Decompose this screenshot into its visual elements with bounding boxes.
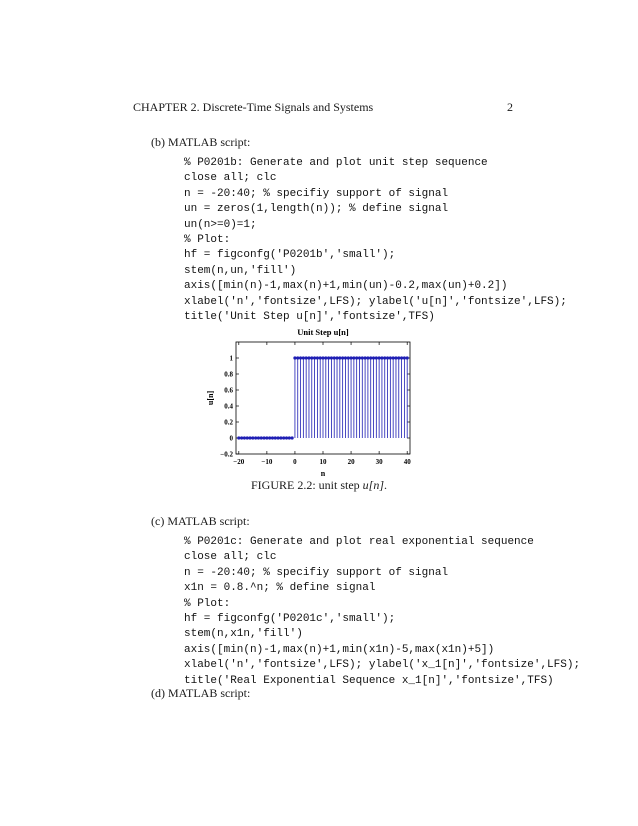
stem-marker — [355, 356, 358, 359]
stem-marker — [403, 356, 406, 359]
stem-marker — [347, 356, 350, 359]
stem-marker — [291, 436, 294, 439]
y-tick-label: −0.2 — [220, 450, 233, 459]
stem-marker — [274, 436, 277, 439]
stem-marker — [375, 356, 378, 359]
code-line: xlabel('n','fontsize',LFS); ylabel('x_1[n]','fontsize',LFS); — [184, 659, 581, 672]
x-tick-label: 40 — [403, 458, 411, 466]
stem-marker — [341, 356, 344, 359]
code-line: stem(n,x1n,'fill') — [184, 628, 303, 641]
stem-marker — [333, 356, 336, 359]
code-line: % Plot: — [184, 597, 231, 610]
code-line: un(n>=0)=1; — [184, 218, 257, 231]
stem-marker — [349, 356, 352, 359]
stem-marker — [372, 356, 375, 359]
section-c-label: (c) MATLAB script: — [151, 514, 250, 528]
unit-step-chart — [195, 322, 425, 478]
stem-marker — [288, 436, 291, 439]
stem-marker — [386, 356, 389, 359]
stem-marker — [296, 356, 299, 359]
x-axis-label: n — [320, 469, 326, 478]
code-line: title('Unit Step u[n]','fontsize',TFS) — [184, 310, 435, 323]
figure-caption — [0, 478, 638, 493]
stem-marker — [307, 356, 310, 359]
stem-marker — [335, 356, 338, 359]
stem-marker — [285, 436, 288, 439]
stem-marker — [358, 356, 361, 359]
stem-marker — [299, 356, 302, 359]
code-line: title('Real Exponential Sequence x_1[n]','fontsize',TFS) — [184, 674, 554, 687]
code-line: xlabel('n','fontsize',LFS); ylabel('u[n]','fontsize',LFS); — [184, 295, 567, 308]
code-line: stem(n,un,'fill') — [184, 264, 297, 277]
stem-marker — [378, 356, 381, 359]
code-line: x1n = 0.8.^n; % define signal — [184, 582, 376, 595]
stem-marker — [257, 436, 260, 439]
code-line: hf = figconfg('P0201c','small'); — [184, 612, 396, 625]
code-line: hf = figconfg('P0201b','small'); — [184, 249, 396, 262]
stem-marker — [383, 356, 386, 359]
code-line: % Plot: — [184, 233, 231, 246]
stem-marker — [319, 356, 322, 359]
y-tick-label: 1 — [229, 354, 233, 363]
stem-marker — [251, 436, 254, 439]
stem-marker — [394, 356, 397, 359]
stem-marker — [243, 436, 246, 439]
stem-marker — [338, 356, 341, 359]
code-line: n = -20:40; % specifiy support of signal — [184, 566, 449, 579]
stem-marker — [293, 356, 296, 359]
y-axis-label: u[n] — [206, 390, 215, 406]
stem-marker — [321, 356, 324, 359]
stem-marker — [324, 356, 327, 359]
stem-marker — [397, 356, 400, 359]
stem-marker — [389, 356, 392, 359]
stem-marker — [265, 436, 268, 439]
stem-marker — [260, 436, 263, 439]
caption-text: FIGURE 2.2: unit step — [250, 478, 363, 492]
x-tick-label: 20 — [347, 458, 355, 466]
code-line: un = zeros(1,length(n)); % define signal — [184, 203, 449, 216]
y-tick-label: 0.8 — [224, 370, 233, 379]
stem-marker — [366, 356, 369, 359]
stem-marker — [305, 356, 308, 359]
stem-marker — [271, 436, 274, 439]
x-tick-label: 30 — [375, 458, 383, 466]
stem-marker — [268, 436, 271, 439]
x-tick-label: −10 — [261, 458, 273, 466]
y-tick-label: 0.4 — [224, 402, 233, 411]
stem-marker — [327, 356, 330, 359]
stem-marker — [380, 356, 383, 359]
stem-marker — [310, 356, 313, 359]
code-line: axis([min(n)-1,max(n)+1,min(x1n)-5,max(x1n)+5]) — [184, 643, 495, 656]
page-number: 2 — [507, 100, 513, 114]
stem-marker — [400, 356, 403, 359]
stem-marker — [369, 356, 372, 359]
code-line: n = -20:40; % specifiy support of signal — [184, 187, 449, 200]
stem-marker — [302, 356, 305, 359]
stem-marker — [316, 356, 319, 359]
section-b-label: (b) MATLAB script: — [151, 135, 251, 149]
stem-marker — [279, 436, 282, 439]
page-header — [133, 100, 513, 115]
code-block-b — [184, 156, 567, 325]
stem-marker — [392, 356, 395, 359]
stem-marker — [344, 356, 347, 359]
stem-marker — [276, 436, 279, 439]
chapter-title: CHAPTER 2. Discrete-Time Signals and Systems — [133, 100, 374, 114]
section-d-label: (d) MATLAB script: — [151, 686, 251, 700]
stem-marker — [240, 436, 243, 439]
stem-marker — [237, 436, 240, 439]
stem-marker — [248, 436, 251, 439]
stem-marker — [313, 356, 316, 359]
chart-title: Unit Step u[n] — [297, 327, 349, 337]
stem-marker — [361, 356, 364, 359]
code-block-c — [184, 535, 580, 689]
stem-marker — [352, 356, 355, 359]
code-line: % P0201b: Generate and plot unit step sequence — [184, 157, 488, 169]
y-tick-label: 0 — [229, 434, 233, 443]
stem-marker — [262, 436, 265, 439]
stem-marker — [330, 356, 333, 359]
y-tick-label: 0.2 — [224, 418, 233, 427]
stem-marker — [363, 356, 366, 359]
x-tick-label: 0 — [293, 458, 297, 466]
stem-marker — [406, 356, 409, 359]
x-tick-label: 10 — [319, 458, 327, 466]
caption-end: . — [384, 478, 387, 492]
caption-math: u[n] — [362, 478, 384, 492]
code-line: close all; clc — [184, 551, 277, 564]
code-line: % P0201c: Generate and plot real exponential sequence — [184, 536, 534, 548]
code-line: axis([min(n)-1,max(n)+1,min(un)-0.2,max(un)+0.2]) — [184, 280, 508, 293]
y-tick-label: 0.6 — [224, 386, 233, 395]
x-tick-label: −20 — [233, 458, 245, 466]
code-line: close all; clc — [184, 172, 277, 185]
stem-marker — [282, 436, 285, 439]
stem-marker — [254, 436, 257, 439]
stem-marker — [246, 436, 249, 439]
